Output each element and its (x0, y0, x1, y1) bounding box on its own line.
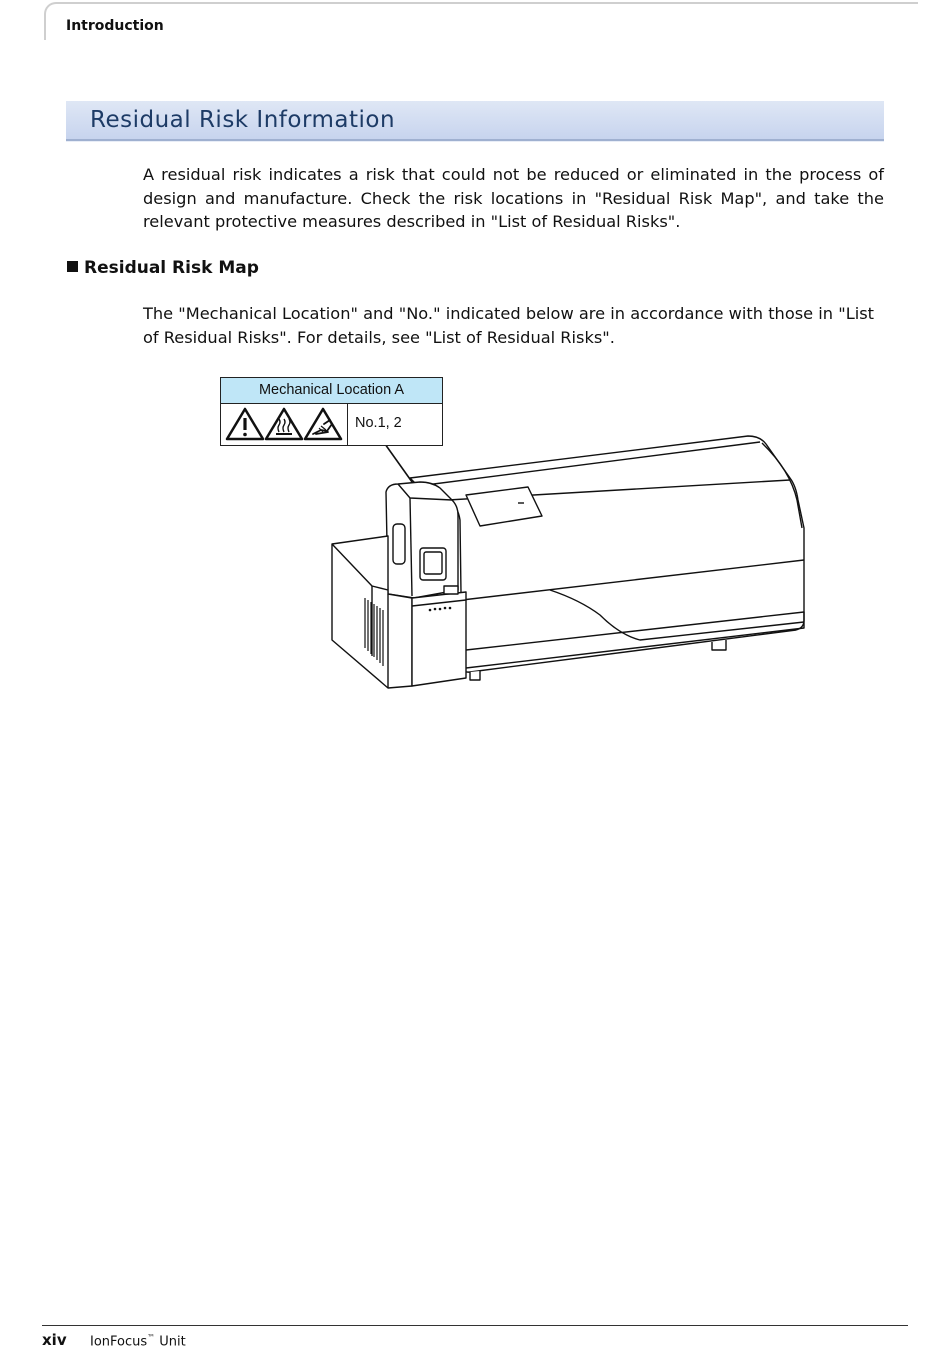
general-warning-icon (227, 409, 263, 439)
map-description: The "Mechanical Location" and "No." indicated below are in accordance with those in "List of Residual Risks". For details, see "List of Residual Risks". (143, 304, 874, 347)
footer-rule (42, 1325, 908, 1326)
page-number: xiv (42, 1331, 67, 1349)
hot-surface-icon (266, 409, 302, 439)
risk-numbers: No.1, 2 (355, 415, 402, 431)
location-name: Mechanical Location A (221, 378, 442, 404)
subsection-title: Residual Risk Map (84, 258, 259, 278)
ionfocus-unit-illustration (320, 430, 820, 700)
footer-title: IonFocus™ Unit (90, 1333, 186, 1350)
running-header: Introduction (66, 18, 164, 34)
intro-paragraph: A residual risk indicates a risk that could not be reduced or eliminated in the process of design and manufacture. Check the risk locations in "Residual Risk Map", and take the relevant protective measures described in "List of Residual Risks". (143, 165, 884, 231)
section-title: Residual Risk Information (90, 107, 396, 133)
